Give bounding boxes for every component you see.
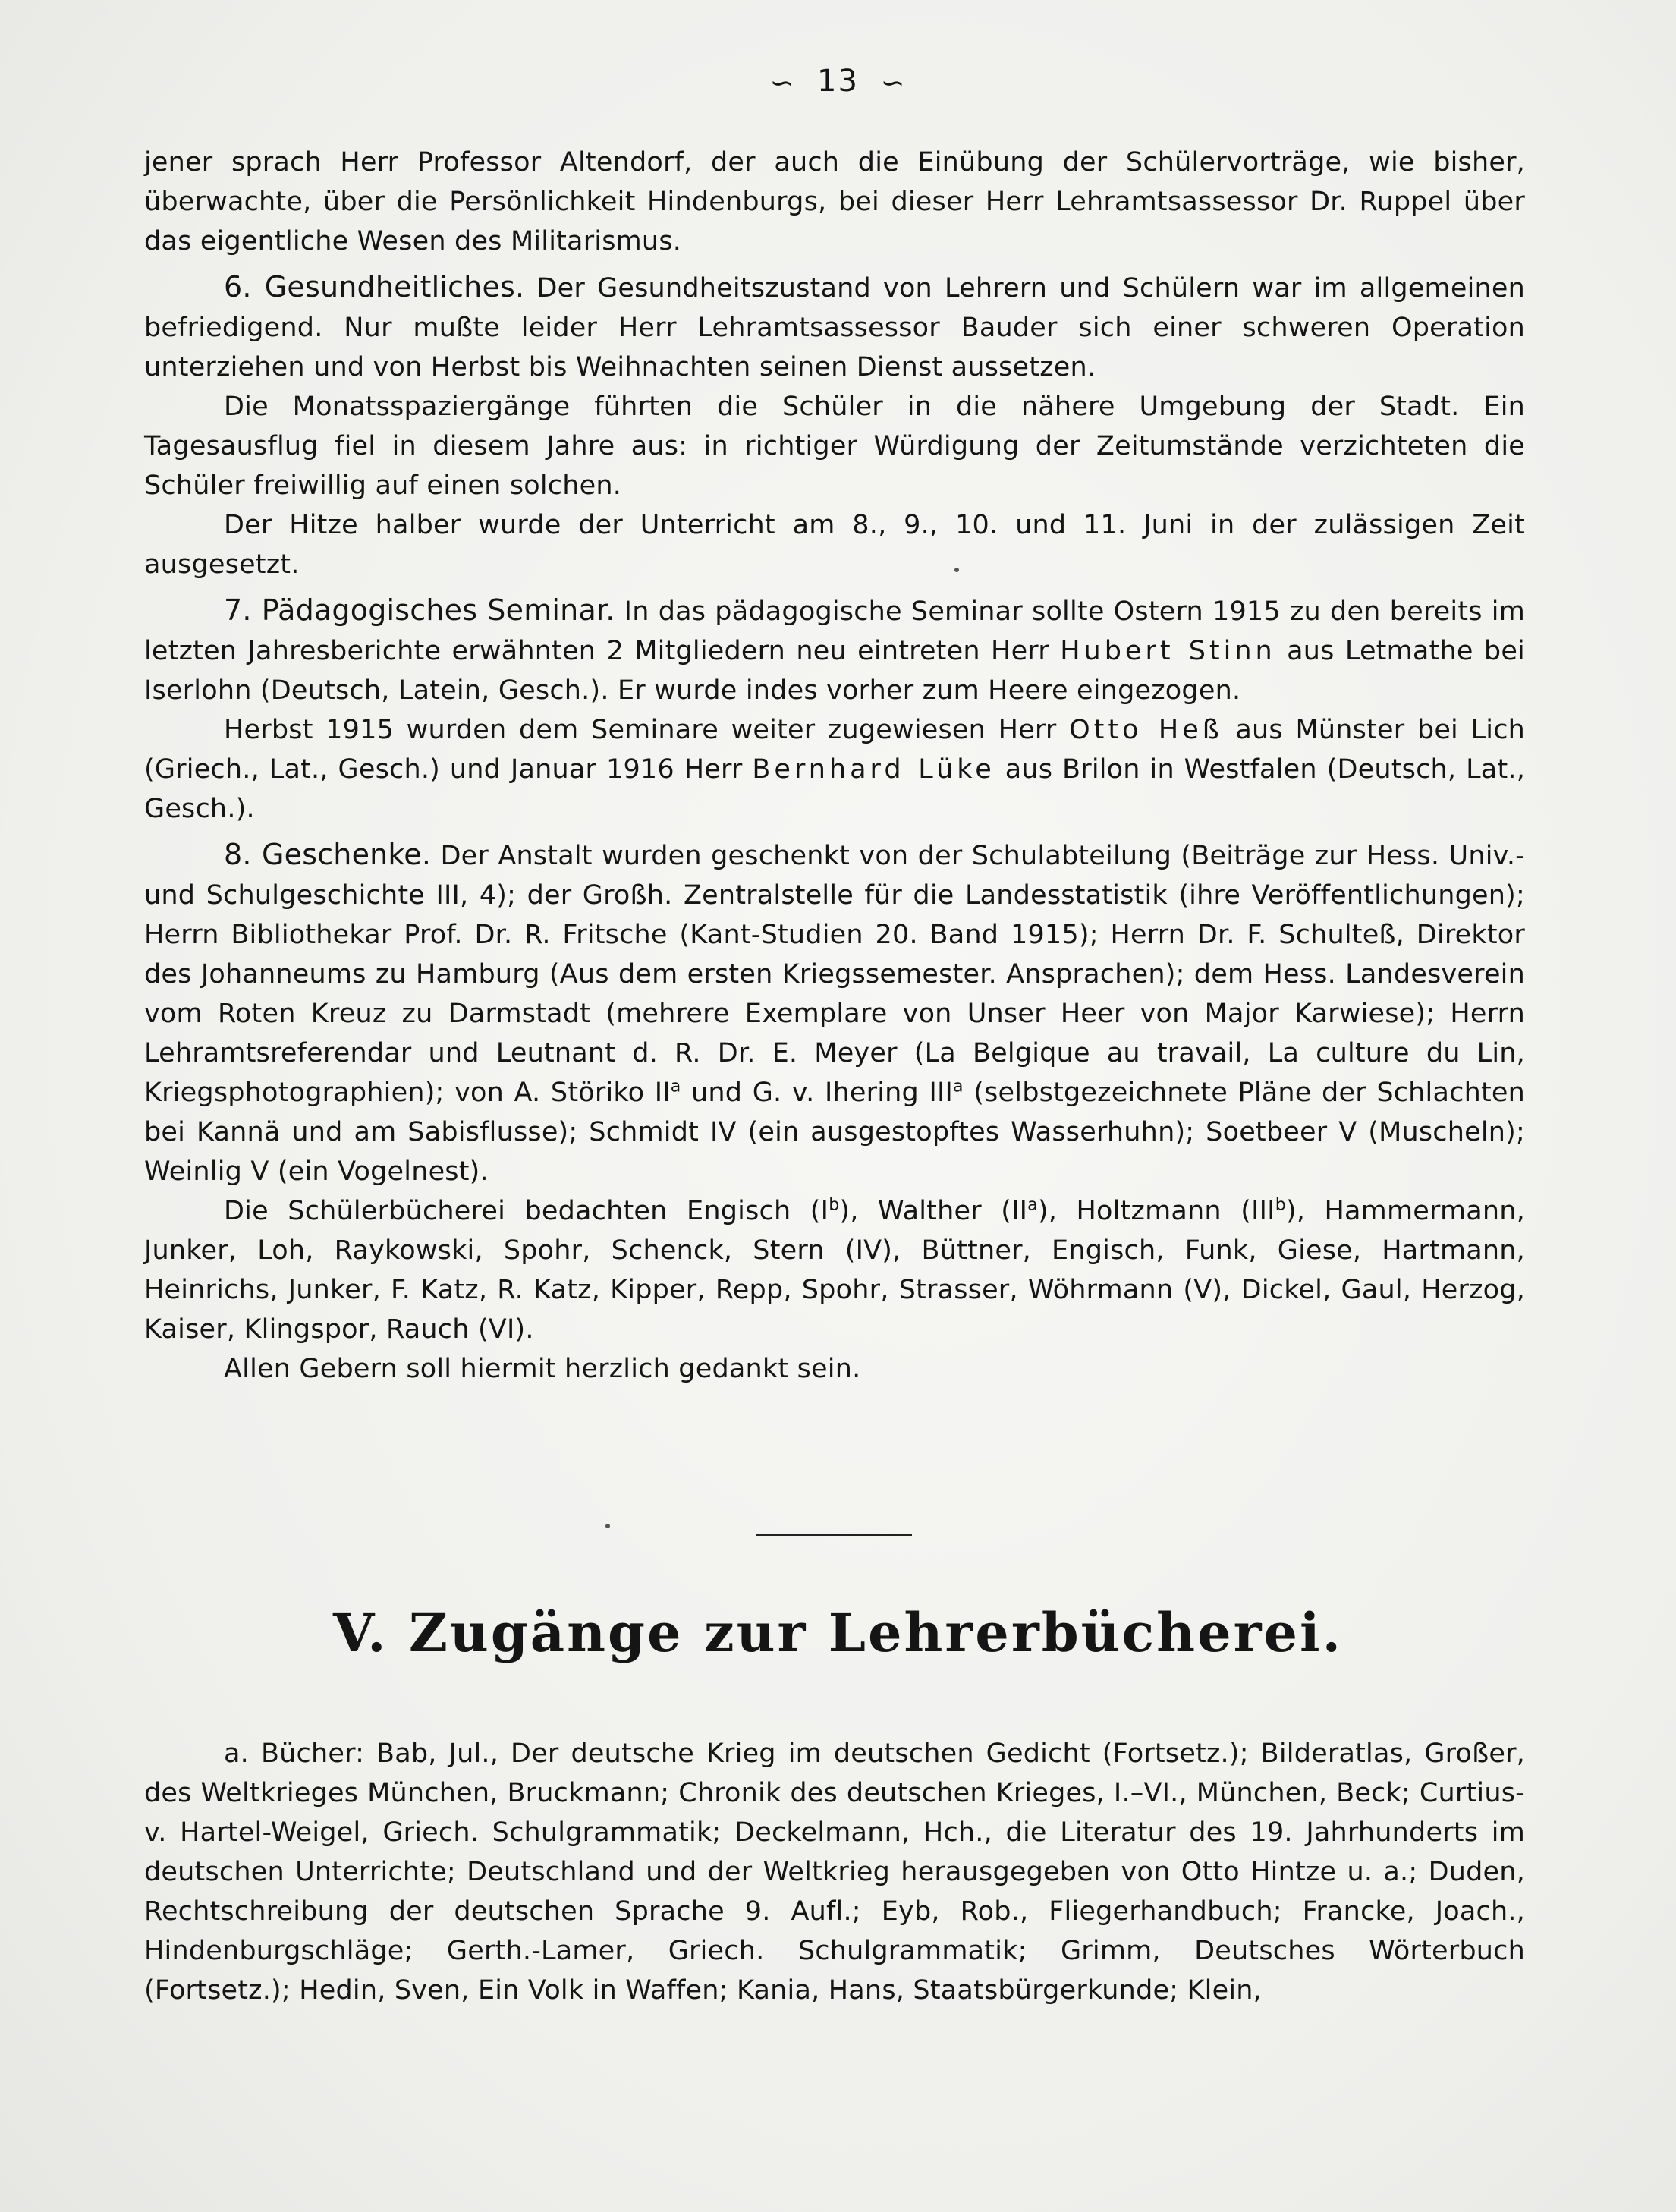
class-superscript: b [829,1195,840,1215]
section-8-p2-b: ), Walther (II [839,1196,1028,1226]
section-8-title: 8. Geschenke. [224,838,432,871]
section-7-p2-c: aus Brilon in Westfalen (Deutsch, Lat., Gesch.). [144,754,1526,824]
section-8-paragraph [144,835,1525,1191]
section-6-text: Der Gesundheitszustand von Lehrern und Schülern war im allgemeinen befriedigend. Nur mußte leider Herr Lehramtsassessor Bauder sich einer schweren Operation unterziehen und von Herbst bis Weihnachten seinen Dienst aussetzen. [144,273,1526,382]
section-7-text-b: aus Letmathe bei Iserlohn (Deutsch, Latein, Gesch.). Er wurde indes vorher zum Heere eingezogen. [144,636,1525,706]
section-7-text-a: In das pädagogische Seminar sollte Ostern 1915 zu den bereits im letzten Jahresberichte erwähnten 2 Mitgliedern neu eintreten Herr [144,596,1525,666]
print-speck [954,568,959,572]
section-7-p2-a: Herbst 1915 wurden dem Seminare weiter zugewiesen Herr [224,715,1057,745]
section-8-text-c: (selbstgezeichnete Pläne der Schlachten bei Kannä und am Sabisflusse); Schmidt IV (ein ausgestopftes Wasserhuhn); Soetbeer V (Muscheln); Weinlig V (ein Vogelnest). [144,1078,1525,1187]
ornament-left-icon: ∽ [769,66,796,99]
body-text [144,143,1525,1389]
section-v-heading: V. Zugänge zur Lehrerbücherei. [333,1601,1343,1664]
section-8-p2-c: ), Holtzmann (III [1037,1196,1275,1226]
section-8-p2-a: Die Schülerbücherei bedachten Engisch (I [224,1196,829,1226]
class-superscript: a [953,1077,964,1097]
page-header [0,64,1676,99]
section-6-paragraph-3: Der Hitze halber wurde der Unterricht am 8., 9., 10. und 11. Juni in der zulässigen Zeit ausgesetzt. [144,510,1525,580]
section-8-p2-d: ), Hammermann, Junker, Loh, Raykowski, Spohr, Schenck, Stern (IV), Büttner, Engisch, Funk, Giese, Hartmann, Heinrichs, Junker, F. Katz, R. Katz, Kipper, Repp, Spohr, Strasser, Wöhrmann (V), Dickel, Gaul, Herzog, Kaiser, Klingspor, Rauch (VI). [144,1196,1526,1345]
section-v-body [144,1734,1525,2010]
class-superscript: b [1275,1195,1286,1215]
section-7-p2-b: aus Münster bei Lich (Griech., Lat., Gesch.) und Januar 1916 Herr [144,715,1526,785]
section-6-paragraph-2: Die Monatsspaziergänge führten die Schüler in die nähere Umgebung der Stadt. Ein Tagesausflug fiel in diesem Jahre aus: in richtiger Würdigung der Zeitumstände verzichteten die Schüler freiwillig auf einen solchen. [144,392,1525,501]
section-6-title: 6. Gesundheitliches. [224,270,525,304]
intro-paragraph: jener sprach Herr Professor Altendorf, der auch die Einübung der Schülervorträge, wie bisher, überwachte, über die Persönlichkeit Hindenburgs, bei dieser Herr Lehramtsassessor Dr. Ruppel über das eigentliche Wesen des Militarismus. [144,147,1525,256]
ornament-right-icon: ∽ [880,66,907,99]
section-8-paragraph-2 [144,1191,1525,1349]
section-7-paragraph-2 [144,710,1525,829]
section-7-title: 7. Pädagogisches Seminar. [224,593,615,627]
seminar-member-name: Otto Heß [1069,715,1223,745]
class-superscript: a [670,1077,681,1097]
section-6-paragraph [144,267,1525,387]
seminar-member-name: Bernhard Lüke [752,754,995,785]
section-7-paragraph [144,590,1525,710]
section-8-text-b: und G. v. Ihering III [681,1078,954,1108]
section-8-paragraph-3: Allen Gebern soll hiermit herzlich gedankt sein. [224,1354,861,1384]
section-v-paragraph: a. Bücher: Bab, Jul., Der deutsche Krieg im deutschen Gedicht (Fortsetz.); Bilderatlas, Großer, des Weltkrieges München, Bruckmann; Chronik des deutschen Krieges, I.–VI., München, Beck; Curtius- v. Hartel-Weigel, Griech. Schulgrammatik; Deckelmann, Hch., die Literatur des 19. Jahrhunderts im deutschen Unterrichte; Deutschland und der Weltkrieg herausgegeben von Otto Hintze u. a.; Duden, Rechtschreibung der deutschen Sprache 9. Aufl.; Eyb, Rob., Fliegerhandbuch; Francke, Joach., Hindenburgschläge; Gerth.-Lamer, Griech. Schulgrammatik; Grimm, Deutsches Wörterbuch (Fortsetz.); Hedin, Sven, Ein Volk in Waffen; Kania, Hans, Staatsbürgerkunde; Klein, [144,1738,1525,2006]
class-superscript: a [1027,1195,1038,1215]
section-divider [756,1534,912,1536]
print-speck [605,1524,610,1528]
page-number: 13 [817,64,859,99]
section-8-text-a: Der Anstalt wurden geschenkt von der Schulabteilung (Beiträge zur Hess. Univ.- und Schulgeschichte III, 4); der Großh. Zentralstelle für die Landesstatistik (ihre Veröffentlichungen); Herrn Bibliothekar Prof. Dr. R. Fritsche (Kant-Studien 20. Band 1915); Herrn Dr. F. Schulteß, Direktor des Johanneums zu Hamburg (Aus dem ersten Kriegssemester. Ansprachen); dem Hess. Landesverein vom Roten Kreuz zu Darmstadt (mehrere Exemplare von Unser Heer von Major Karwiese); Herrn Lehramtsreferendar und Leutnant d. R. Dr. E. Meyer (La Belgique au travail, La culture du Lin, Kriegsphotographien); von A. Störiko II [144,841,1525,1108]
seminar-member-name: Hubert Stinn [1060,636,1276,666]
